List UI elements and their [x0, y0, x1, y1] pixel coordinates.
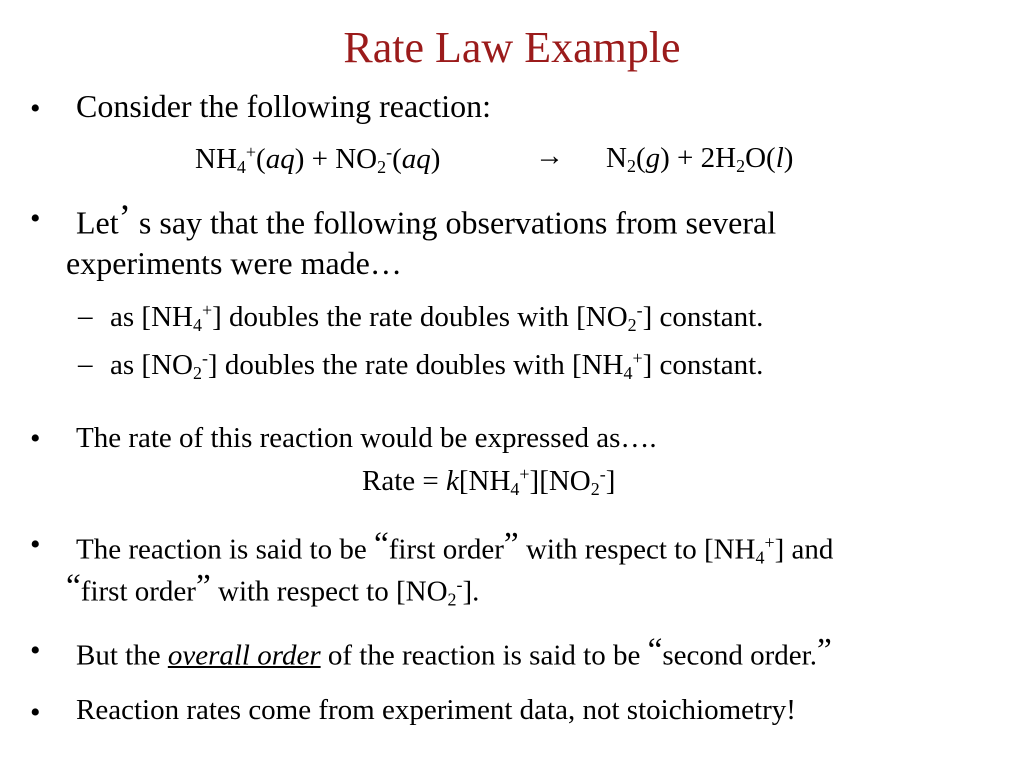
sub-bullet-1: as $[NH_4^+]$ doubles the rate doubles with $[NO_2^-]$ constant. — [110, 300, 764, 335]
bullet-marker: • — [30, 634, 41, 667]
sub-bullet-dash: – — [78, 348, 93, 380]
bullet-6-text: Reaction rates come from experiment data, not stoichiometry! — [76, 694, 796, 726]
bullet-5-text: But the overall order of the reaction is said to be “second order.” — [76, 632, 832, 672]
sub-bullet-2: as $[NO_2^-]$ doubles the rate doubles with $[NH_4^+]$ constant. — [110, 348, 764, 383]
bullet-2-line-1: Let’ s say that the following observations from several — [76, 197, 777, 241]
bullet-marker: • — [30, 696, 41, 729]
bullet-marker: • — [30, 92, 41, 125]
bullet-3-text: The rate of this reaction would be expressed as…. — [76, 422, 657, 454]
bullet-4-line-1: The reaction is said to be “first order” with respect to $[NH_4^+]$ and — [76, 526, 834, 568]
reaction-products: $N_2(g) + 2H_2O(l)$ — [606, 142, 794, 177]
reaction-equation: $NH_4^+(aq) + NO_2^-(aq)$ — [195, 142, 441, 177]
bullet-4-line-2: “first order” with respect to $[NO_2^-]$. — [66, 568, 480, 610]
bullet-2-line-2: experiments were made… — [66, 245, 402, 281]
reaction-arrow-icon: → — [535, 140, 564, 172]
slide-title: Rate Law Example — [343, 23, 681, 72]
rate-equation: Rate = $k[NH_4^+][NO_2^-]$ — [362, 464, 616, 499]
bullet-marker: • — [30, 528, 41, 561]
bullet-marker: • — [30, 202, 41, 235]
bullet-1-text: Consider the following reaction: — [76, 88, 492, 124]
sub-bullet-dash: – — [78, 300, 93, 332]
bullet-marker: • — [30, 422, 41, 455]
overall-order-emphasis: overall order — [167, 639, 321, 672]
